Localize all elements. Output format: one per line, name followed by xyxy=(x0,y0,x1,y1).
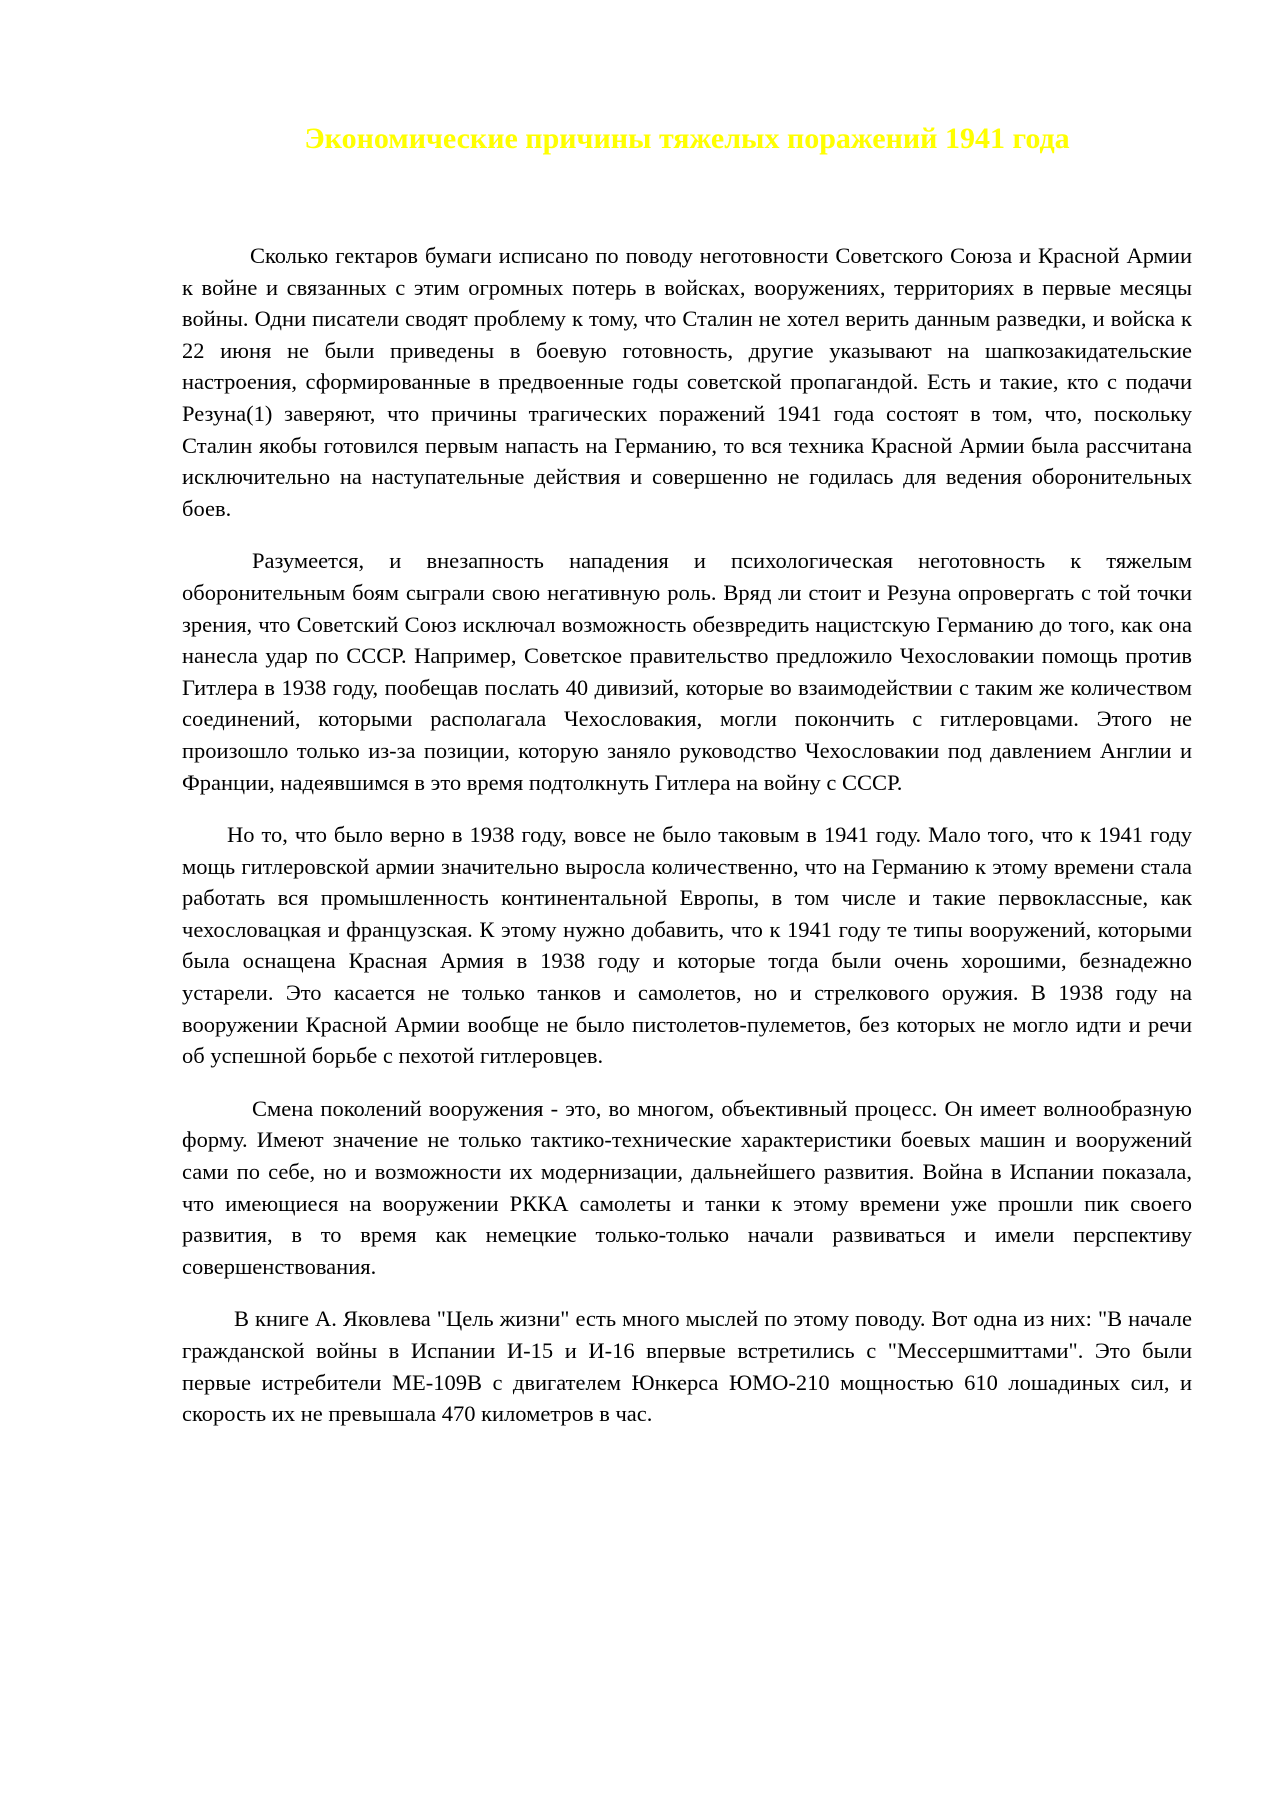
document-body xyxy=(182,240,1192,1451)
paragraph-4: Смена поколений вооружения - это, во многом, объективный процесс. Он имеет волнообразную форму. Имеют значение не только тактико-технические характеристики боевых машин и вооружений сами по себе, но и возможности их модернизации, дальнейшего развития. Война в Испании показала, что имеющиеся на вооружении РККА самолеты и танки к этому времени уже прошли пик своего развития, в то время как немецкие только-только начали развиваться и имели перспективу совершенствования. xyxy=(182,1095,1192,1279)
paragraph-2: Разумеется, и внезапность нападения и психологическая неготовность к тяжелым оборонительным боям сыграли свою негативную роль. Вряд ли стоит и Резуна опровергать с той точки зрения, что Советский Союз исключал возможность обезвредить нацистскую Германию до того, как она нанесла удар по СССР. Например, Советское правительство предложило Чехословакии помощь против Гитлера в 1938 году, пообещав послать 40 дивизий, которые во взаимодействии с таким же количеством соединений, которыми располагала Чехословакия, могли покончить с гитлеровцами. Этого не произошло только из-за позиции, которую заняло руководство Чехословакии под давлением Англии и Франции, надеявшимся в это время подтолкнуть Гитлера на войну с СССР. xyxy=(182,548,1192,795)
document-title: Экономические причины тяжелых поражений 1941 года xyxy=(304,122,1070,155)
paragraph-5: В книге А. Яковлева "Цель жизни" есть много мыслей по этому поводу. Вот одна из них: "В начале гражданской войны в Испании И-15 и И-16 впервые встретились с "Мессершмиттами". Это были первые истребители МЕ-109В с двигателем Юнкерса ЮМО-210 мощностью 610 лошадиных сил, и скорость их не превышала 470 километров в час. xyxy=(182,1306,1192,1427)
paragraph-1: Сколько гектаров бумаги исписано по поводу неготовности Советского Союза и Красной Армии к войне и связанных с этим огромных потерь в войсках, вооружениях, территориях в первые месяцы войны. Одни писатели сводят проблему к тому, что Сталин не хотел верить данным разведки, и войска к 22 июня не были приведены в боевую готовность, другие указывают на шапкозакидательские настроения, сформированные в предвоенные годы советской пропагандой. Есть и такие, кто с подачи Резуна(1) заверяют, что причины трагических поражений 1941 года состоят в том, что, поскольку Сталин якобы готовился первым напасть на Германию, то вся техника Красной Армии была рассчитана исключительно на наступательные действия и совершенно не годилась для ведения оборонительных боев. xyxy=(182,243,1192,521)
paragraph-3: Но то, что было верно в 1938 году, вовсе не было таковым в 1941 году. Мало того, что к 1941 году мощь гитлеровской армии значительно выросла количественно, что на Германию к этому времени стала работать вся промышленность континентальной Европы, в том числе и такие первоклассные, как чехословацкая и французская. К этому нужно добавить, что к 1941 году те типы вооружений, которыми была оснащена Красная Армия в 1938 году и которые тогда были очень хорошими, безнадежно устарели. Это касается не только танков и самолетов, но и стрелкового оружия. В 1938 году на вооружении Красной Армии вообще не было пистолетов-пулеметов, без которых не могло идти и речи об успешной борьбе с пехотой гитлеровцев. xyxy=(182,822,1192,1069)
